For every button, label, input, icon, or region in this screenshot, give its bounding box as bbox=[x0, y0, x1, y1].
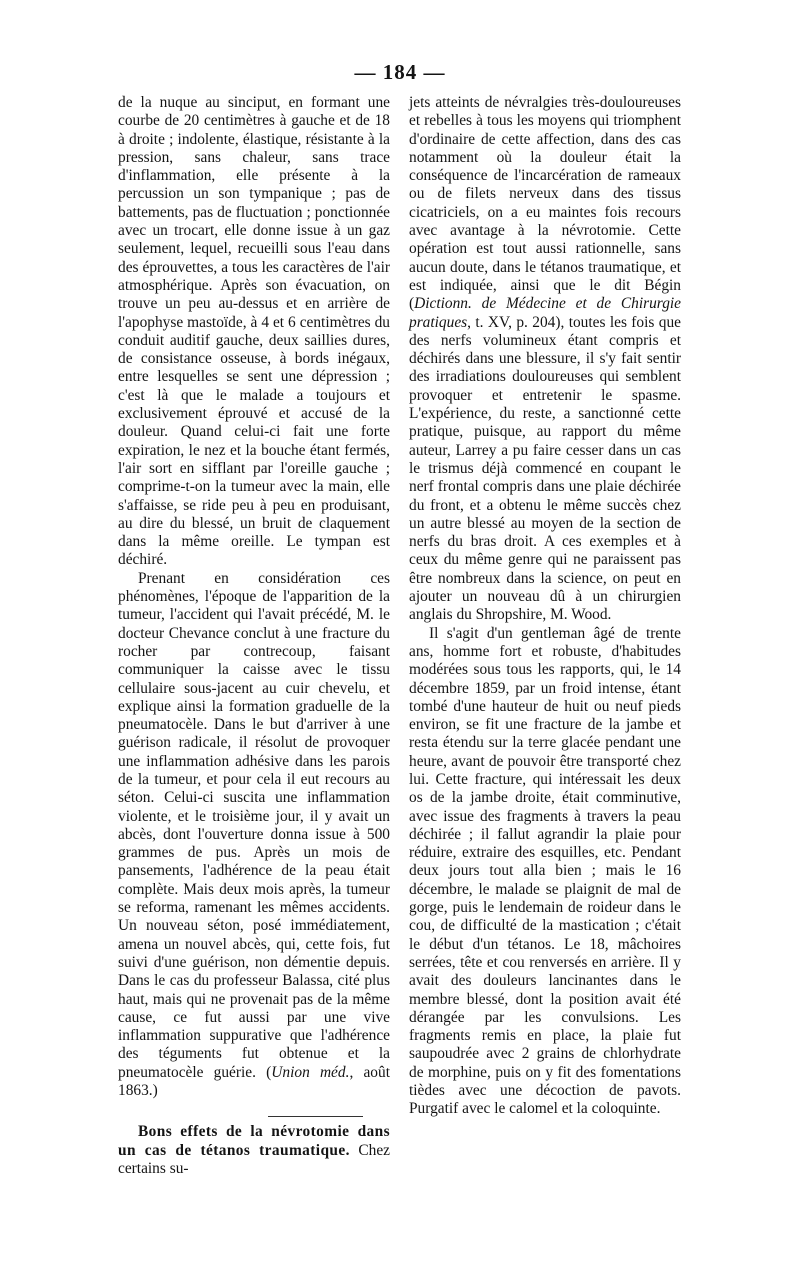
citation-punctuation: ( bbox=[255, 1063, 272, 1081]
paragraph-text: jets atteints de névralgies très-douloureuses et rebelles à tous les moyens qui triomphent d'ordinaire de cette affection, dans des cas notamment où la douleur était la conséquence de l'incarcération de rameaux ou de filets nerveux dans des tissus cicatriciels, on a eu maintes fois recours avec avantage à la névrotomie. Cette opération est tout aussi rationnelle, sans aucun doute, dans le tétanos traumatique, et est indiquée, ainsi que le dit Bégin ( bbox=[409, 94, 681, 313]
paragraph-tumour-description bbox=[118, 94, 390, 570]
section-heading: Bons effets de la névrotomie dans un cas de tétanos traumatique. bbox=[118, 1123, 390, 1159]
citation-dictionary: Dictionn. de Médecine et de Chirurgie pratiques bbox=[409, 295, 681, 331]
paragraph-neurotomy bbox=[409, 94, 681, 625]
paragraph-text: , t. XV, p. 204), toutes les fois que des nerfs volumineux étant compris et déchirés dans une blessure, il s'y fait sentir des irradiations douloureuses qui semblent provoquer et entretenir le spasme. L'expérience, du reste, a sanctionné cette pratique, puisque, au rapport du même auteur, Larrey a pu faire cesser dans un cas le trismus déjà commencé en coupant le nerf frontal compris dans une plaie déchirée du front, et a obtenu le même succès chez un autre blessé au moyen de la section de nerfs du bras droit. A ces exemples et à ceux du même genre qui ne paraissent pas être nombreux dans la science, on peut en ajouter un nouveau dû à un chirurgien anglais du Shropshire, M. Wood. bbox=[409, 313, 681, 624]
page-number: — 184 — bbox=[354, 60, 446, 84]
citation-punctuation: , août 1863.) bbox=[118, 1063, 390, 1100]
left-column bbox=[118, 94, 390, 1178]
paragraph-text: de la nuque au sinciput, en formant une courbe de 20 centimètres à gauche et de 18 à droite ; indolente, élastique, résistante à la pression, sans chaleur, sans trace d'inflammation, elle présente à la percussion un son tympanique ; pas de battements, pas de fluctuation ; ponctionnée avec un trocart, elle donne issue à un gaz seulement, lequel, recueilli sous l'eau dans des éprouvettes, a tous les caractères de l'air atmosphérique. Après son évacuation, on trouve un peu au-dessus et en arrière de l'apophyse mastoïde, à 4 et 6 centimètres du conduit auditif gauche, deux saillies dures, de consistance osseuse, à bords inégaux, entre lesquelles se sent une dépression ; c'est là que le malade a toujours et exclusivement éprouvé et accusé de la douleur. Quand celui-ci fait une forte expiration, le nez et la bouche étant fermés, l'air sort en sifflant par l'oreille gauche ; comprime-t-on la tumeur avec la main, elle s'affaisse, se ride peu à peu en produisant, au dire du blessé, un bruit de claquement dans la même oreille. Le tympan est déchiré. bbox=[118, 94, 390, 569]
section-divider bbox=[268, 1116, 363, 1117]
right-column bbox=[409, 94, 681, 1119]
paragraph-case-report bbox=[409, 625, 681, 1119]
paragraph-text: Chez certains su- bbox=[118, 1141, 390, 1177]
paragraph-diagnosis bbox=[118, 570, 390, 1101]
paragraph-section-intro bbox=[118, 1123, 390, 1178]
paragraph-text: Il s'agit d'un gentleman âgé de trente ans, homme fort et robuste, d'habitudes modérées sous tous les rapports, qui, le 14 décembre 1859, par un froid intense, étant tombé d'une hauteur de huit ou neuf pieds environ, se fit une fracture de la jambe et resta étendu sur la terre glacée pendant une heure, avant de pouvoir être transporté chez lui. Cette fracture, qui intéressait les deux os de la jambe droite, était comminutive, avec issue des fragments à travers la peau déchirée ; il fallut agrandir la plaie pour réduire, extraire des esquilles, etc. Pendant deux jours tout alla bien ; mais le 16 décembre, le malade se plaignit de mal de gorge, puis le lendemain de roideur dans le cou, de difficulté de la mastication ; c'était le début d'un tétanos. Le 18, mâchoires serrées, tête et cou renversés en arrière. Il y avait des douleurs lancinantes dans le membre blessé, dont la position avait été dérangée par les convulsions. Les fragments remis en place, la plaie fut saupoudrée avec 2 grains de chlorhydrate de morphine, puis on y fit des fomentations tièdes avec une décoction de pavots. Purgatif avec le calomel et la coloquinte. bbox=[409, 624, 681, 1118]
paragraph-text: Prenant en considération ces phénomènes, l'époque de l'apparition de la tumeur, l'accident qui l'avait précédé, M. le docteur Chevance conclut à une fracture du rocher par contrecoup, faisant communiquer la caisse avec le tissu cellulaire sous-jacent au cuir chevelu, et explique ainsi la formation graduelle de la pneumatocèle. Dans le but d'arriver à une guérison radicale, il résolut de provoquer une inflammation adhésive dans les parois de la tumeur, et pour cela il eut recours au séton. Celui-ci suscita une inflammation violente, et le troisième jour, il y avait un abcès, dont l'ouverture donna issue à 500 grammes de pus. Après un mois de pansements, l'adhérence de la peau était complète. Mais deux mois après, la tumeur se reforma, ramenant les mêmes accidents. Un nouveau séton, posé immédiatement, amena un nouvel abcès, qui, cette fois, fut suivi d'une guérison, non démentie depuis. Dans le cas du professeur Balassa, cité plus haut, mais qui ne provenait pas de la même cause, ce fut aussi par une vive inflammation suppurative que l'adhérence des téguments fut obtenue et la pneumatocèle guérie. bbox=[118, 569, 390, 1081]
citation-journal: Union méd. bbox=[271, 1063, 350, 1081]
